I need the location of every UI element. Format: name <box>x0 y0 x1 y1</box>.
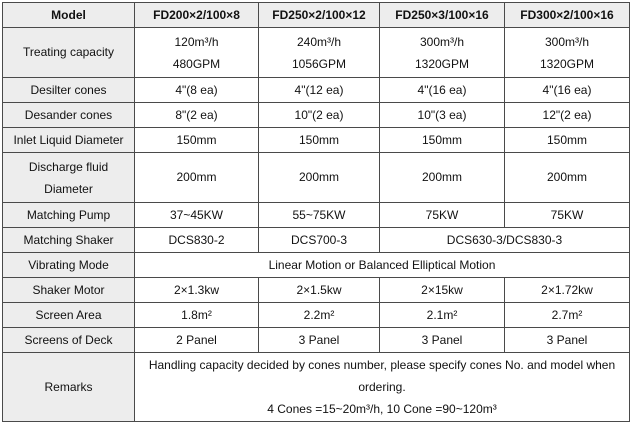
table-cell: 4"(12 ea) <box>259 78 380 103</box>
table-cell: 200mm <box>505 153 630 203</box>
cell-line: 300m³/h <box>419 34 465 49</box>
table-cell: 2×1.5kw <box>259 278 380 303</box>
table-row-shaker-motor <box>3 278 630 303</box>
table-cell: 2.1m² <box>380 303 505 328</box>
table-row-matching-pump <box>3 203 630 228</box>
table-cell: 3 Panel <box>505 328 630 353</box>
table-cell: 2.7m² <box>505 303 630 328</box>
table-cell-merged: DCS630-3/DCS830-3 <box>380 228 630 253</box>
table-cell: 10"(2 ea) <box>259 103 380 128</box>
table-cell: 150mm <box>259 128 380 153</box>
header-model-label: Model <box>3 3 135 28</box>
row-label: Remarks <box>3 353 135 422</box>
header-model-3: FD250×3/100×16 <box>380 3 505 28</box>
header-row <box>3 3 630 28</box>
table-cell: 2×1.72kw <box>505 278 630 303</box>
cell-line: 120m³/h <box>174 34 219 49</box>
table-cell: 150mm <box>505 128 630 153</box>
table-cell: 8"(2 ea) <box>135 103 259 128</box>
remarks-text <box>135 353 630 422</box>
table-cell: 3 Panel <box>380 328 505 353</box>
table-cell: 2.2m² <box>259 303 380 328</box>
row-label: Screen Area <box>3 303 135 328</box>
table-cell <box>380 28 505 78</box>
table-row-screens-of-deck <box>3 328 630 353</box>
table-cell: 75KW <box>380 203 505 228</box>
table-cell-merged: Linear Motion or Balanced Elliptical Motion <box>135 253 630 278</box>
table-row-inlet-liquid-diameter <box>3 128 630 153</box>
row-label: Screens of Deck <box>3 328 135 353</box>
table-cell: 75KW <box>505 203 630 228</box>
table-cell: 1.8m² <box>135 303 259 328</box>
header-model-4: FD300×2/100×16 <box>505 3 630 28</box>
table-cell <box>259 28 380 78</box>
table-cell: 2×15kw <box>380 278 505 303</box>
table-row-treating-capacity <box>3 28 630 78</box>
table-row-screen-area <box>3 303 630 328</box>
row-label: Shaker Motor <box>3 278 135 303</box>
row-label: Treating capacity <box>3 28 135 78</box>
remarks-line: ordering. <box>358 380 406 394</box>
table-cell: 4"(16 ea) <box>505 78 630 103</box>
table-row-remarks <box>3 353 630 422</box>
table-cell: 12"(2 ea) <box>505 103 630 128</box>
table-row-desilter-cones <box>3 78 630 103</box>
table-cell <box>135 28 259 78</box>
table-cell: 2 Panel <box>135 328 259 353</box>
table-row-vibrating-mode <box>3 253 630 278</box>
row-label: Desilter cones <box>3 78 135 103</box>
cell-line: 1320GPM <box>414 56 470 71</box>
table-cell: 10"(3 ea) <box>380 103 505 128</box>
table-cell: 3 Panel <box>259 328 380 353</box>
table-cell: 200mm <box>135 153 259 203</box>
table-cell: 150mm <box>135 128 259 153</box>
header-model-1: FD200×2/100×8 <box>135 3 259 28</box>
row-label: Matching Shaker <box>3 228 135 253</box>
table-cell: DCS830-2 <box>135 228 259 253</box>
table-cell: 4"(8 ea) <box>135 78 259 103</box>
table-cell: 2×1.3kw <box>135 278 259 303</box>
table-cell: 55~75KW <box>259 203 380 228</box>
row-label-line: Diameter <box>44 181 93 196</box>
cell-line: 480GPM <box>172 56 221 71</box>
row-label-line: Discharge fluid <box>28 159 109 174</box>
cell-line: 1320GPM <box>539 56 595 71</box>
table-cell: 200mm <box>259 153 380 203</box>
remarks-line: Handling capacity decided by cones number, please specify cones No. and model when <box>148 358 616 372</box>
row-label: Matching Pump <box>3 203 135 228</box>
row-label: Vibrating Mode <box>3 253 135 278</box>
table-cell: 37~45KW <box>135 203 259 228</box>
header-model-2: FD250×2/100×12 <box>259 3 380 28</box>
table-row-desander-cones <box>3 103 630 128</box>
cell-line: 300m³/h <box>544 34 590 49</box>
table-cell <box>505 28 630 78</box>
cell-line: 1056GPM <box>291 56 347 71</box>
row-label: Inlet Liquid Diameter <box>3 128 135 153</box>
row-label <box>3 153 135 203</box>
table-cell: 200mm <box>380 153 505 203</box>
remarks-line: 4 Cones =15~20m³/h, 10 Cone =90~120m³ <box>267 402 497 416</box>
row-label: Desander cones <box>3 103 135 128</box>
table-cell: 150mm <box>380 128 505 153</box>
table-cell: DCS700-3 <box>259 228 380 253</box>
table-cell: 4"(16 ea) <box>380 78 505 103</box>
table-row-matching-shaker <box>3 228 630 253</box>
table-row-discharge-fluid-diameter <box>3 153 630 203</box>
cell-line: 240m³/h <box>296 34 342 49</box>
spec-table <box>2 2 630 422</box>
